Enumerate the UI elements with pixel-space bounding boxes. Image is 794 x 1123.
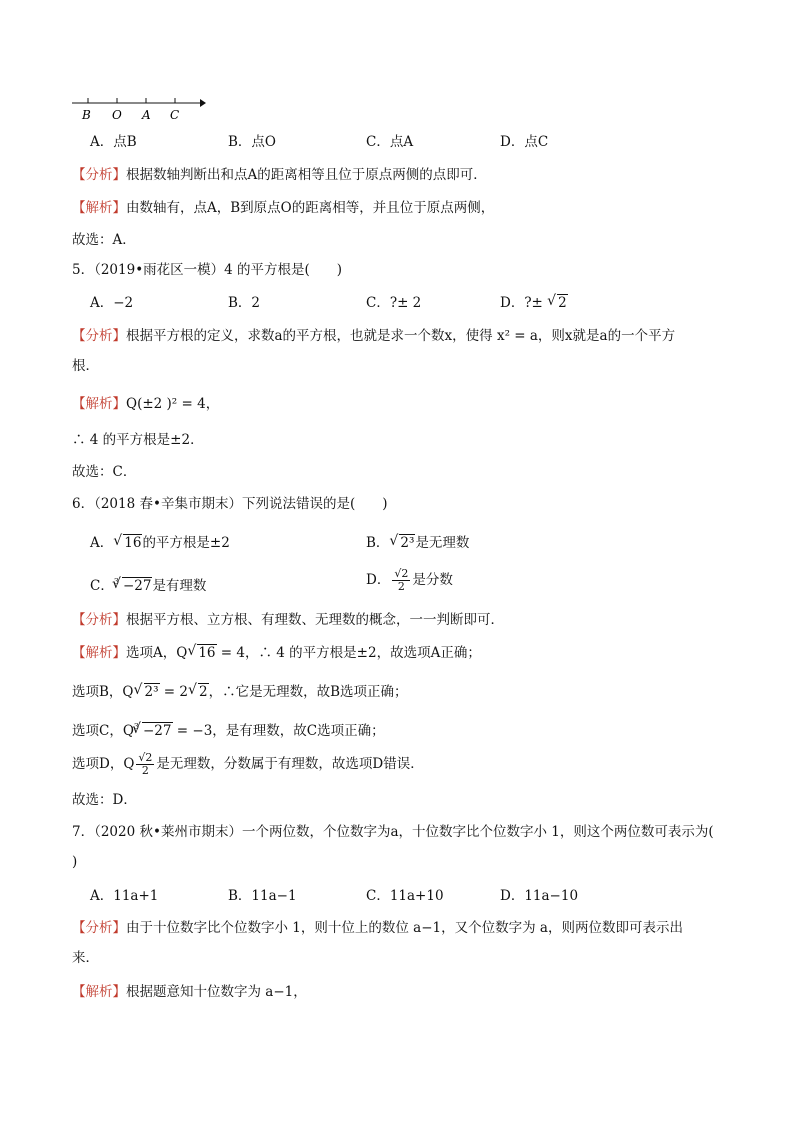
q6-option-d: D． $\frac{√2}{2}$ 是分数 (366, 567, 453, 593)
q6-solution-b: 选项B，Q√ 2³ = 2√ 2，∴它是无理数，故B选项正确； (72, 682, 408, 702)
q4-option-b: B．点O (228, 134, 276, 150)
q7-stem-2: ) (72, 854, 78, 870)
q5-solution-2: ∴ 4 的平方根是±2． (72, 432, 204, 448)
q6-analysis: 【分析】根据平方根、立方根、有理数、无理数的概念，一一判断即可． (72, 612, 504, 628)
number-line-label-a: A (142, 108, 151, 122)
number-line-label-c: C (170, 108, 180, 122)
number-line-label-b: B (82, 108, 91, 122)
q4-answer: 故选：A． (72, 232, 136, 248)
q5-option-a: A．−2 (90, 295, 134, 311)
q5-analysis-2: 根． (72, 358, 99, 374)
q4-option-d: D．点C (500, 134, 549, 150)
q7-stem-1: 7．（2020 秋•莱州市期末）一个两位数，个位数字为a，十位数字比个位数字小 1，则这个两位数可表示为( (72, 824, 714, 840)
q6-solution-a: 【解析】选项A，Q√ 16 = 4，∴ 4 的平方根是±2，故选项A正确； (72, 643, 481, 663)
q5-option-d: D．?± √ 2 (500, 293, 568, 313)
q6-option-a: A．√ 16的平方根是±2 (90, 533, 230, 553)
q7-option-d: D．11a−10 (500, 888, 579, 904)
number-line (72, 92, 212, 124)
q7-analysis-2: 来． (72, 950, 99, 966)
q4-option-a: A．点B (90, 134, 137, 150)
q6-solution-d: 选项D，Q $\frac{√2}{2}$ 是无理数，分数属于有理数，故选项D错误． (72, 751, 424, 777)
q7-analysis-1: 【分析】由于十位数字比个位数字小 1，则十位上的数位 a−1，又个位数字为 a，则两位数即可表示出 (72, 920, 683, 936)
q6-option-b: B．√ 2³是无理数 (366, 533, 469, 553)
q6-stem: 6．（2018 春•辛集市期末）下列说法错误的是( ) (72, 496, 388, 512)
q6-option-c: C．$^3$√ −27是有理数 (90, 572, 206, 596)
q4-solution: 【解析】由数轴有，点A，B到原点O的距离相等，并且位于原点两侧， (72, 200, 495, 216)
q7-option-a: A．11a+1 (90, 888, 159, 904)
q5-answer: 故选：C． (72, 464, 137, 480)
q6-answer: 故选：D． (72, 792, 137, 808)
q7-option-c: C．11a+10 (366, 888, 444, 904)
q4-option-c: C．点A (366, 134, 414, 150)
q7-option-b: B．11a−1 (228, 888, 297, 904)
q4-analysis: 【分析】根据数轴判断出和点A的距离相等且位于原点两侧的点即可． (72, 167, 487, 183)
q5-analysis-1: 【分析】根据平方根的定义，求数a的平方根，也就是求一个数x，使得 x² = a，则x就是a的一个平方 (72, 328, 676, 344)
q5-option-c: C．?± 2 (366, 295, 422, 311)
q5-stem: 5．（2019•雨花区一模）4 的平方根是( ) (72, 262, 343, 278)
q5-solution-1: 【解析】Q(±2 )² = 4， (72, 396, 220, 412)
q7-solution: 【解析】根据题意知十位数字为 a−1， (72, 984, 307, 1000)
q5-option-b: B．2 (228, 295, 261, 311)
q6-solution-c: 选项C，$Q^3√ -27 = -3$，是有理数，故C选项正确； (72, 717, 385, 741)
number-line-label-o: O (112, 108, 122, 122)
